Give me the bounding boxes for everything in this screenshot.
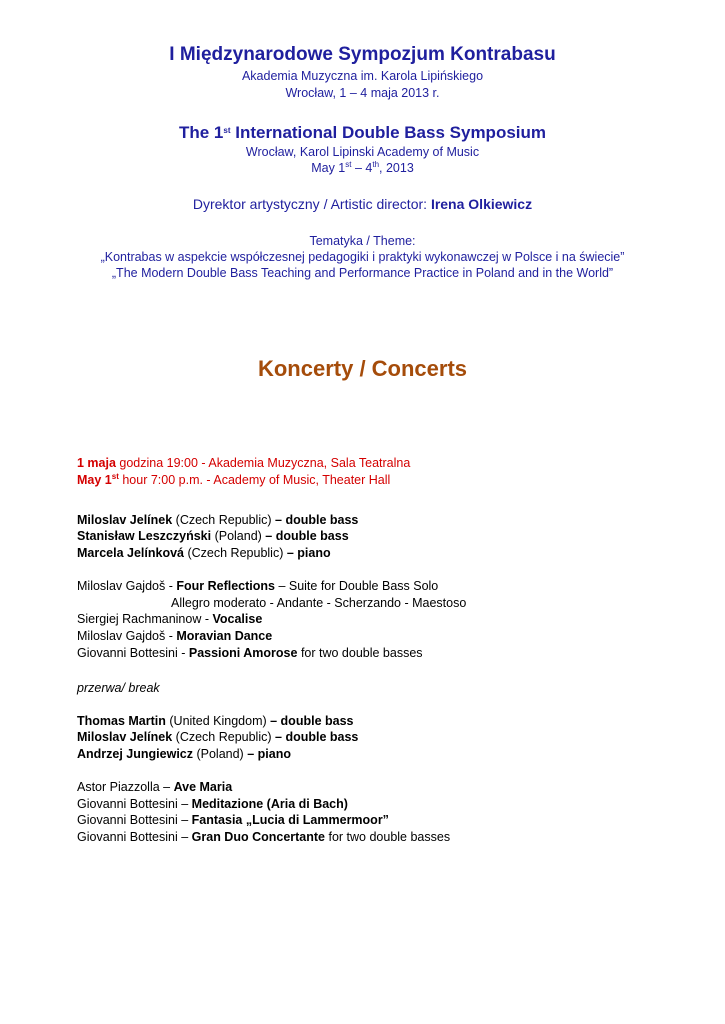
academy-name-pl: Akademia Muzyczna im. Karola Lipińskiego [241,69,484,83]
date-en-sup1: st [345,160,352,169]
performer-name: Marcela Jelínková [77,546,185,560]
program-item [77,612,262,626]
performer-role: – double bass [265,529,349,543]
performer-country: (United Kingdom) [165,714,271,728]
performer-country: (Czech Republic) [172,730,276,744]
performer-line [77,747,291,761]
program-item [77,780,232,794]
composer: Miloslav Gajdoš - [77,629,177,643]
work-title: Four Reflections [176,579,275,593]
performer-country: (Poland) [193,747,248,761]
work-title: Ave Maria [173,780,233,794]
performer-country: (Czech Republic) [172,513,276,527]
composer: Giovanni Bottesini – [77,813,192,827]
composer: Siergiej Rachmaninow - [77,612,213,626]
theme-pl: „Kontrabas w aspekcie współczesnej pedagogiki i praktyki wykonawczej w Polsce i na świecie” [100,250,625,264]
academy-name-en: Wrocław, Karol Lipinski Academy of Music [245,145,480,159]
performer-country: (Poland) [211,529,266,543]
program-item [77,629,272,643]
theme-en: „The Modern Double Bass Teaching and Performance Practice in Poland and in the World” [111,266,614,280]
work-title: Fantasia „Lucia di Lammermoor” [191,813,389,827]
title-en-post: International Double Bass Symposium [230,123,547,142]
performer-name: Miloslav Jelínek [77,730,173,744]
performer-role: – double bass [275,513,359,527]
concert-date-pl [77,456,410,470]
composer: Astor Piazzolla – [77,780,174,794]
symposium-title-en [0,123,725,143]
theme-label: Tematyka / Theme: [309,234,416,248]
performer-name: Andrzej Jungiewicz [77,747,193,761]
performer-role: – double bass [275,730,359,744]
title-en-sup: st [223,126,231,135]
performer-line [77,714,353,728]
date-en-sup2: th [372,160,380,169]
performer-name: Miloslav Jelínek [77,513,173,527]
work-description: for two double basses [297,646,423,660]
program-item [77,579,438,593]
work-title: Passioni Amorose [188,646,298,660]
work-title: Vocalise [212,612,263,626]
symposium-date-en [0,161,725,175]
symposium-date-pl: Wrocław, 1 – 4 maja 2013 r. [285,86,440,100]
work-title: Gran Duo Concertante [191,830,326,844]
concerts-heading: Koncerty / Concerts [257,356,468,381]
concert-date-en-sup: st [111,472,119,481]
concert-date-en-rest: hour 7:00 p.m. - Academy of Music, Theater Hall [118,473,391,487]
work-description: – Suite for Double Bass Solo [274,579,439,593]
director-label: Dyrektor artystyczny / Artistic director: [192,196,431,212]
composer: Giovanni Bottesini – [77,797,192,811]
performer-line [77,529,349,543]
concert-date-pl-rest: godzina 19:00 - Akademia Muzyczna, Sala Teatralna [115,456,411,470]
director-name: Irena Olkiewicz [430,196,533,212]
performer-line [77,513,358,527]
title-en-pre: The 1 [178,123,224,142]
symposium-title-pl: I Międzynarodowe Sympozjum Kontrabasu [169,44,556,65]
work-title: Meditazione (Aria di Bach) [191,797,348,811]
composer: Giovanni Bottesini - [77,646,189,660]
program-item [77,797,348,811]
performer-line [77,546,331,560]
date-en-a: May 1 [311,161,346,175]
performer-role: – double bass [270,714,354,728]
program-movements: Allegro moderato - Andante - Scherzando - Maestoso [171,596,467,610]
concert-date-pl-bold: 1 maja [77,456,116,470]
performer-role: – piano [247,747,291,761]
work-description: for two double basses [325,830,451,844]
artistic-director [0,196,725,212]
date-en-b: – 4 [351,161,373,175]
composer: Miloslav Gajdoš - [77,579,177,593]
composer: Giovanni Bottesini – [77,830,192,844]
performer-country: (Czech Republic) [184,546,287,560]
performer-name: Thomas Martin [77,714,166,728]
performer-name: Stanisław Leszczyński [77,529,212,543]
date-en-c: , 2013 [379,161,414,175]
performer-role: – piano [286,546,331,560]
performer-line [77,730,358,744]
program-item [77,646,423,660]
program-item [77,830,450,844]
concert-date-en [77,473,390,487]
concert-date-en-bold: May 1 [77,473,112,487]
program-item [77,813,389,827]
work-title: Moravian Dance [176,629,273,643]
intermission: przerwa/ break [77,681,160,695]
